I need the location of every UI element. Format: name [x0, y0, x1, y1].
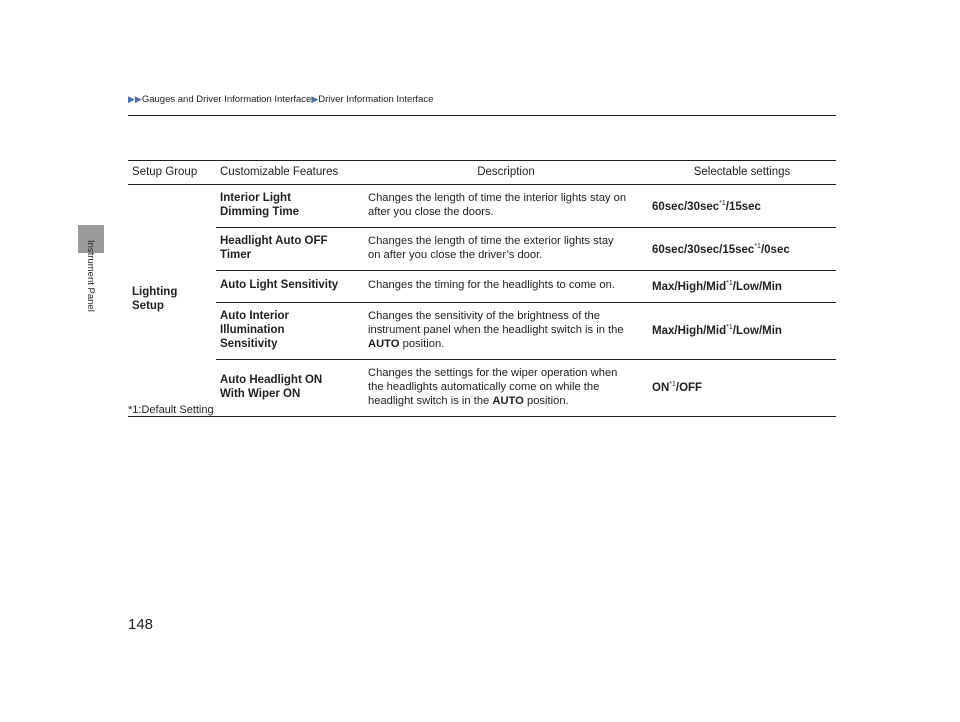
table-row	[128, 359, 836, 416]
settings-cell: Max/High/Mid$^{*1}$/Low/Min	[648, 271, 836, 303]
table-row	[128, 302, 836, 359]
header-selectable-settings: Selectable settings	[648, 161, 836, 185]
breadcrumb-arrow-icon: ▶▶	[128, 94, 142, 104]
settings-cell: $60\sec/30\sec/15\sec^{*1}/0\sec$	[648, 228, 836, 271]
section-label: Instrument Panel	[85, 240, 96, 312]
feature-cell: Auto Headlight ON With Wiper ON	[216, 359, 364, 416]
feature-cell: Interior Light Dimming Time	[216, 185, 364, 228]
description-cell: Changes the sensitivity of the brightness of the instrument panel when the headlight switch is in the AUTO position.	[364, 302, 648, 359]
table-header-row	[128, 161, 836, 185]
feature-cell: Auto Interior Illumination Sensitivity	[216, 302, 364, 359]
settings-cell: ON$^{*1}$/OFF	[648, 359, 836, 416]
feature-cell: Headlight Auto OFF Timer	[216, 228, 364, 271]
settings-cell: $60\sec/30\sec^{*1}/15\sec$	[648, 185, 836, 228]
description-cell: Changes the length of time the interior lights stay on after you close the doors.	[364, 185, 648, 228]
header-divider	[128, 115, 836, 116]
page-number: 148	[128, 616, 154, 633]
breadcrumb-item-gauges[interactable]: Gauges and Driver Information Interface	[141, 94, 312, 105]
setup-group-cell: Lighting Setup	[128, 185, 216, 417]
settings-table	[128, 160, 836, 417]
breadcrumb-arrow-icon: ▶	[311, 94, 319, 104]
breadcrumb-item-driver-info[interactable]: Driver Information Interface	[318, 94, 434, 105]
table-row	[128, 185, 836, 228]
table-row	[128, 228, 836, 271]
description-cell: Changes the length of time the exterior lights stay on after you close the driver’s door.	[364, 228, 648, 271]
settings-cell: Max/High/Mid$^{*1}$/Low/Min	[648, 302, 836, 359]
header-customizable-features: Customizable Features	[216, 161, 364, 185]
header-setup-group: Setup Group	[128, 161, 216, 185]
description-cell: Changes the timing for the headlights to come on.	[364, 271, 648, 303]
feature-cell: Auto Light Sensitivity	[216, 271, 364, 303]
description-cell: Changes the settings for the wiper operation when the headlights automatically come on while the headlight switch is in the AUTO position.	[364, 359, 648, 416]
footnote: *1:Default Setting	[128, 404, 214, 416]
table-row	[128, 271, 836, 303]
header-description: Description	[364, 161, 648, 185]
breadcrumb	[128, 94, 433, 105]
